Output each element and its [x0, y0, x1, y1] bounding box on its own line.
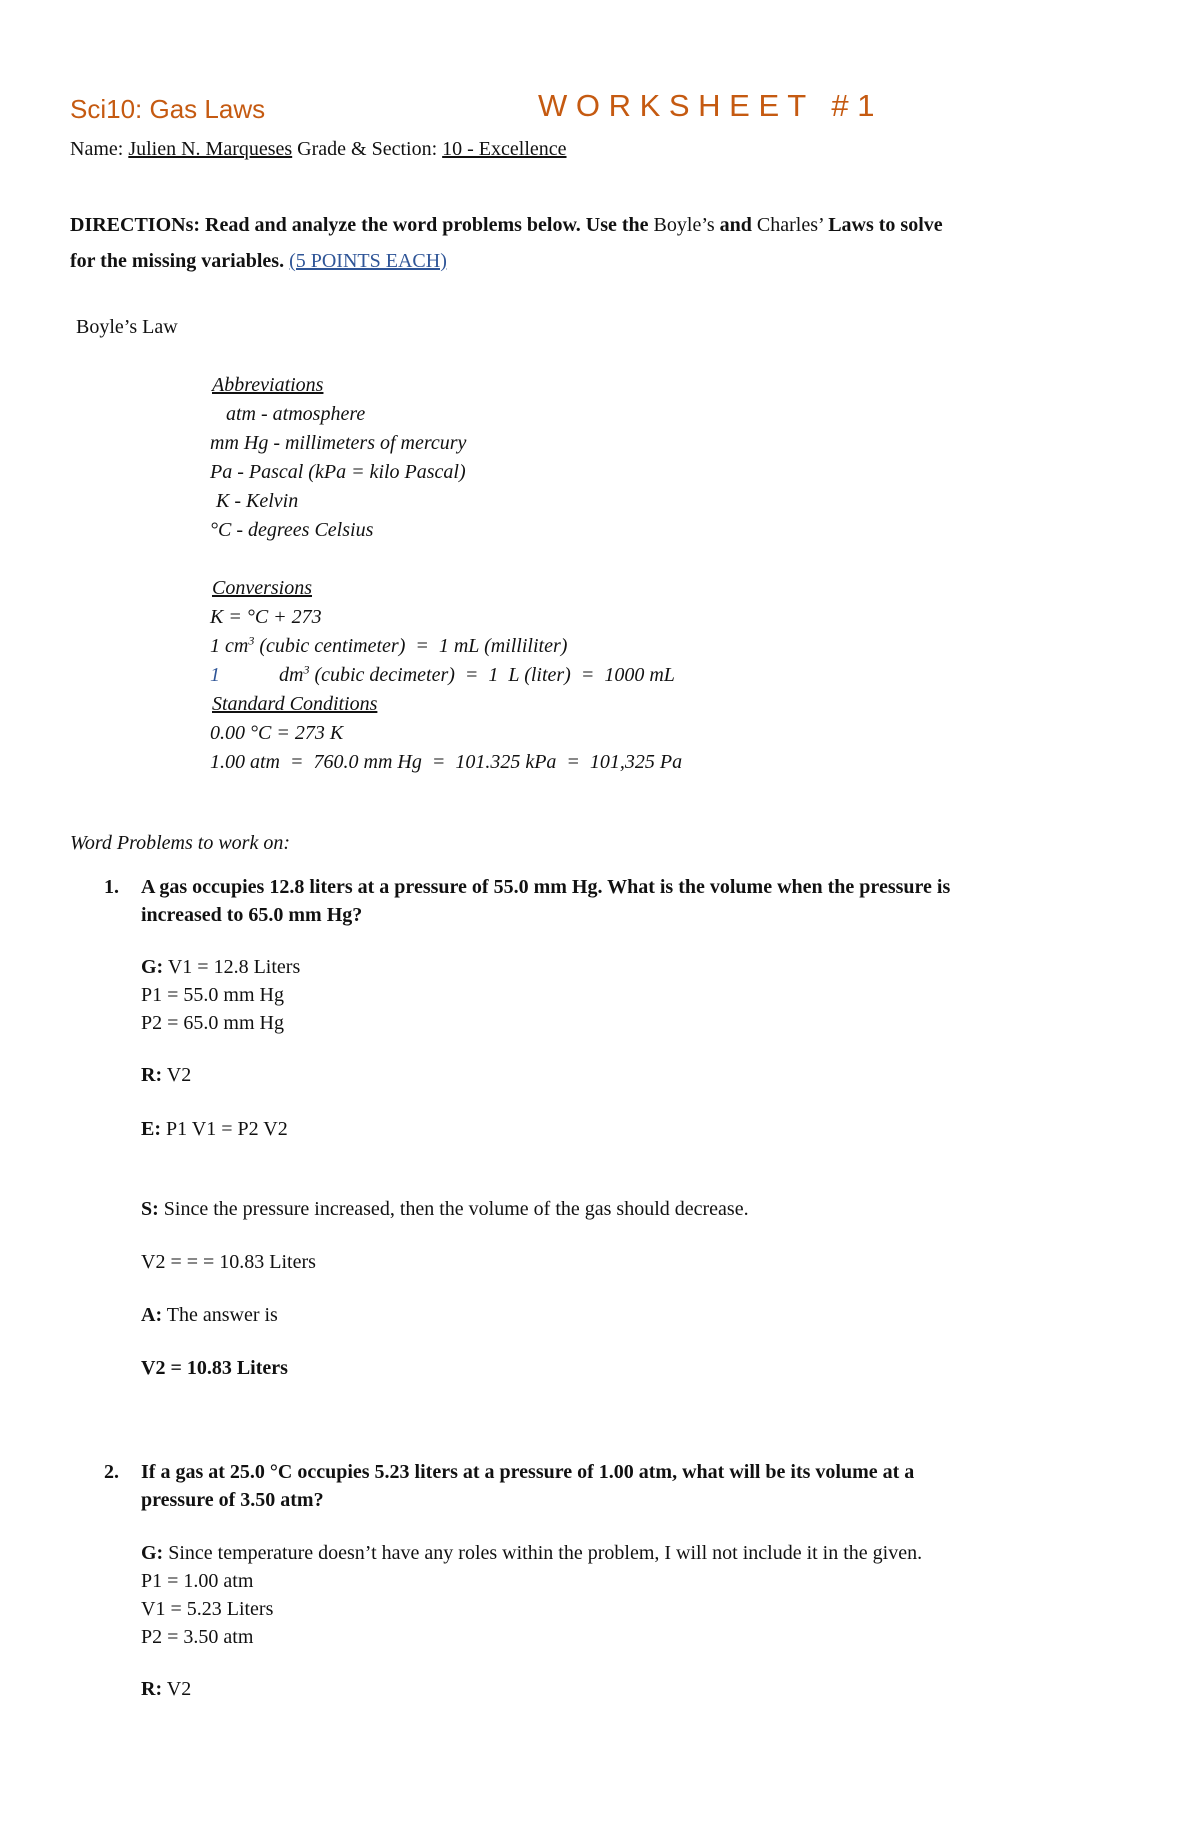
directions-charles: Charles’ — [756, 214, 824, 236]
directions-line-1 — [70, 213, 943, 237]
conversion-kelvin: K = °C + 273 — [210, 606, 322, 628]
required-value: V2 — [166, 1064, 192, 1086]
directions-line-2 — [70, 249, 447, 273]
directions-laws: Laws to solve — [828, 214, 943, 236]
standard-line-1: 0.00 °C = 273 K — [210, 722, 344, 744]
abbr-item: mm Hg - millimeters of mercury — [210, 432, 467, 454]
student-line — [70, 137, 567, 161]
abbr-item: °C - degrees Celsius — [210, 519, 374, 541]
directions-boyles: Boyle’s — [653, 214, 715, 236]
problem-1-solution — [141, 1197, 749, 1221]
problem-2-question-line-1: If a gas at 25.0 °C occupies 5.23 liters at a pressure of 1.00 atm, what will be its volume at a — [141, 1461, 915, 1483]
problem-1-question-line-2: increased to 65.0 mm Hg? — [141, 904, 363, 926]
dm3-one: 1 — [210, 664, 220, 686]
conversion-dm3 — [210, 663, 675, 687]
dm3-equation: (cubic decimeter) = 1 L (liter) = 1000 mL — [309, 664, 675, 686]
problem-2-question-line-2: pressure of 3.50 atm? — [141, 1489, 324, 1511]
problem-1-required — [141, 1063, 191, 1087]
abbr-item: Pa - Pascal (kPa = kilo Pascal) — [210, 461, 466, 483]
section-title: Boyle’s Law — [76, 316, 178, 338]
given-label: G: — [141, 1542, 164, 1564]
grade-label: Grade & Section: — [297, 138, 438, 160]
answer-text: The answer is — [166, 1304, 278, 1326]
conversions-title: Conversions — [212, 577, 312, 599]
problem-1-final-answer: V2 = 10.83 Liters — [141, 1357, 288, 1379]
problem-1-given-p2: P2 = 65.0 mm Hg — [141, 1012, 284, 1034]
problem-1-given-p1: P1 = 55.0 mm Hg — [141, 984, 284, 1006]
required-label: R: — [141, 1678, 163, 1700]
course-title: Sci10: Gas Laws — [70, 94, 266, 124]
given-note: Since temperature doesn’t have any roles within the problem, I will not include it in the given. — [168, 1542, 923, 1564]
equation-label: E: — [141, 1118, 161, 1140]
cm3-text: 1 cm — [210, 635, 249, 657]
required-value: V2 — [166, 1678, 192, 1700]
dm3-text: dm — [279, 664, 304, 686]
cm3-superscript: 3 — [248, 633, 255, 648]
standard-line-2: 1.00 atm = 760.0 mm Hg = 101.325 kPa = 101,325 Pa — [210, 751, 683, 773]
problem-1-answer — [141, 1303, 278, 1327]
standard-title: Standard Conditions — [212, 693, 378, 715]
dm3-superscript: 3 — [303, 662, 310, 677]
name-label: Name: — [70, 138, 124, 160]
conversion-cm3 — [210, 634, 567, 658]
equation-value: P1 V1 = P2 V2 — [166, 1118, 288, 1140]
problem-1-equation — [141, 1117, 288, 1141]
directions-line2-text: for the missing variables. — [70, 250, 285, 272]
abbr-item: atm - atmosphere — [226, 403, 366, 425]
given-value: V1 = 12.8 Liters — [167, 956, 301, 978]
directions-lead: DIRECTIONs: Read and analyze the word problems below. Use the — [70, 214, 649, 236]
abbr-item: K - Kelvin — [216, 490, 299, 512]
directions-and: and — [719, 214, 752, 236]
problem-2-number: 2. — [104, 1461, 119, 1483]
problem-2-given — [141, 1541, 922, 1565]
grade-section: 10 - Excellence — [442, 138, 567, 160]
problem-1-question-line-1: A gas occupies 12.8 liters at a pressure of 55.0 mm Hg. What is the volume when the pressure is — [141, 876, 951, 898]
given-label: G: — [141, 956, 164, 978]
solution-text: Since the pressure increased, then the volume of the gas should decrease. — [163, 1198, 749, 1220]
problem-2-given-p1: P1 = 1.00 atm — [141, 1570, 254, 1592]
points-link[interactable]: (5 POINTS EACH) — [289, 250, 447, 272]
word-problems-label: Word Problems to work on: — [70, 832, 290, 854]
solution-label: S: — [141, 1198, 159, 1220]
worksheet-title: W O R K S H E E T # 1 — [538, 88, 875, 123]
cm3-equation: (cubic centimeter) = 1 mL (milliliter) — [254, 635, 568, 657]
problem-1-calculation: V2 = = = 10.83 Liters — [141, 1251, 316, 1273]
abbreviations-title: Abbreviations — [212, 374, 324, 396]
problem-2-required — [141, 1677, 191, 1701]
problem-1-number: 1. — [104, 876, 119, 898]
problem-2-given-p2: P2 = 3.50 atm — [141, 1626, 254, 1648]
answer-label: A: — [141, 1304, 163, 1326]
problem-2-given-v1: V1 = 5.23 Liters — [141, 1598, 274, 1620]
required-label: R: — [141, 1064, 163, 1086]
student-name: Julien N. Marqueses — [128, 138, 293, 160]
problem-1-given — [141, 955, 300, 979]
